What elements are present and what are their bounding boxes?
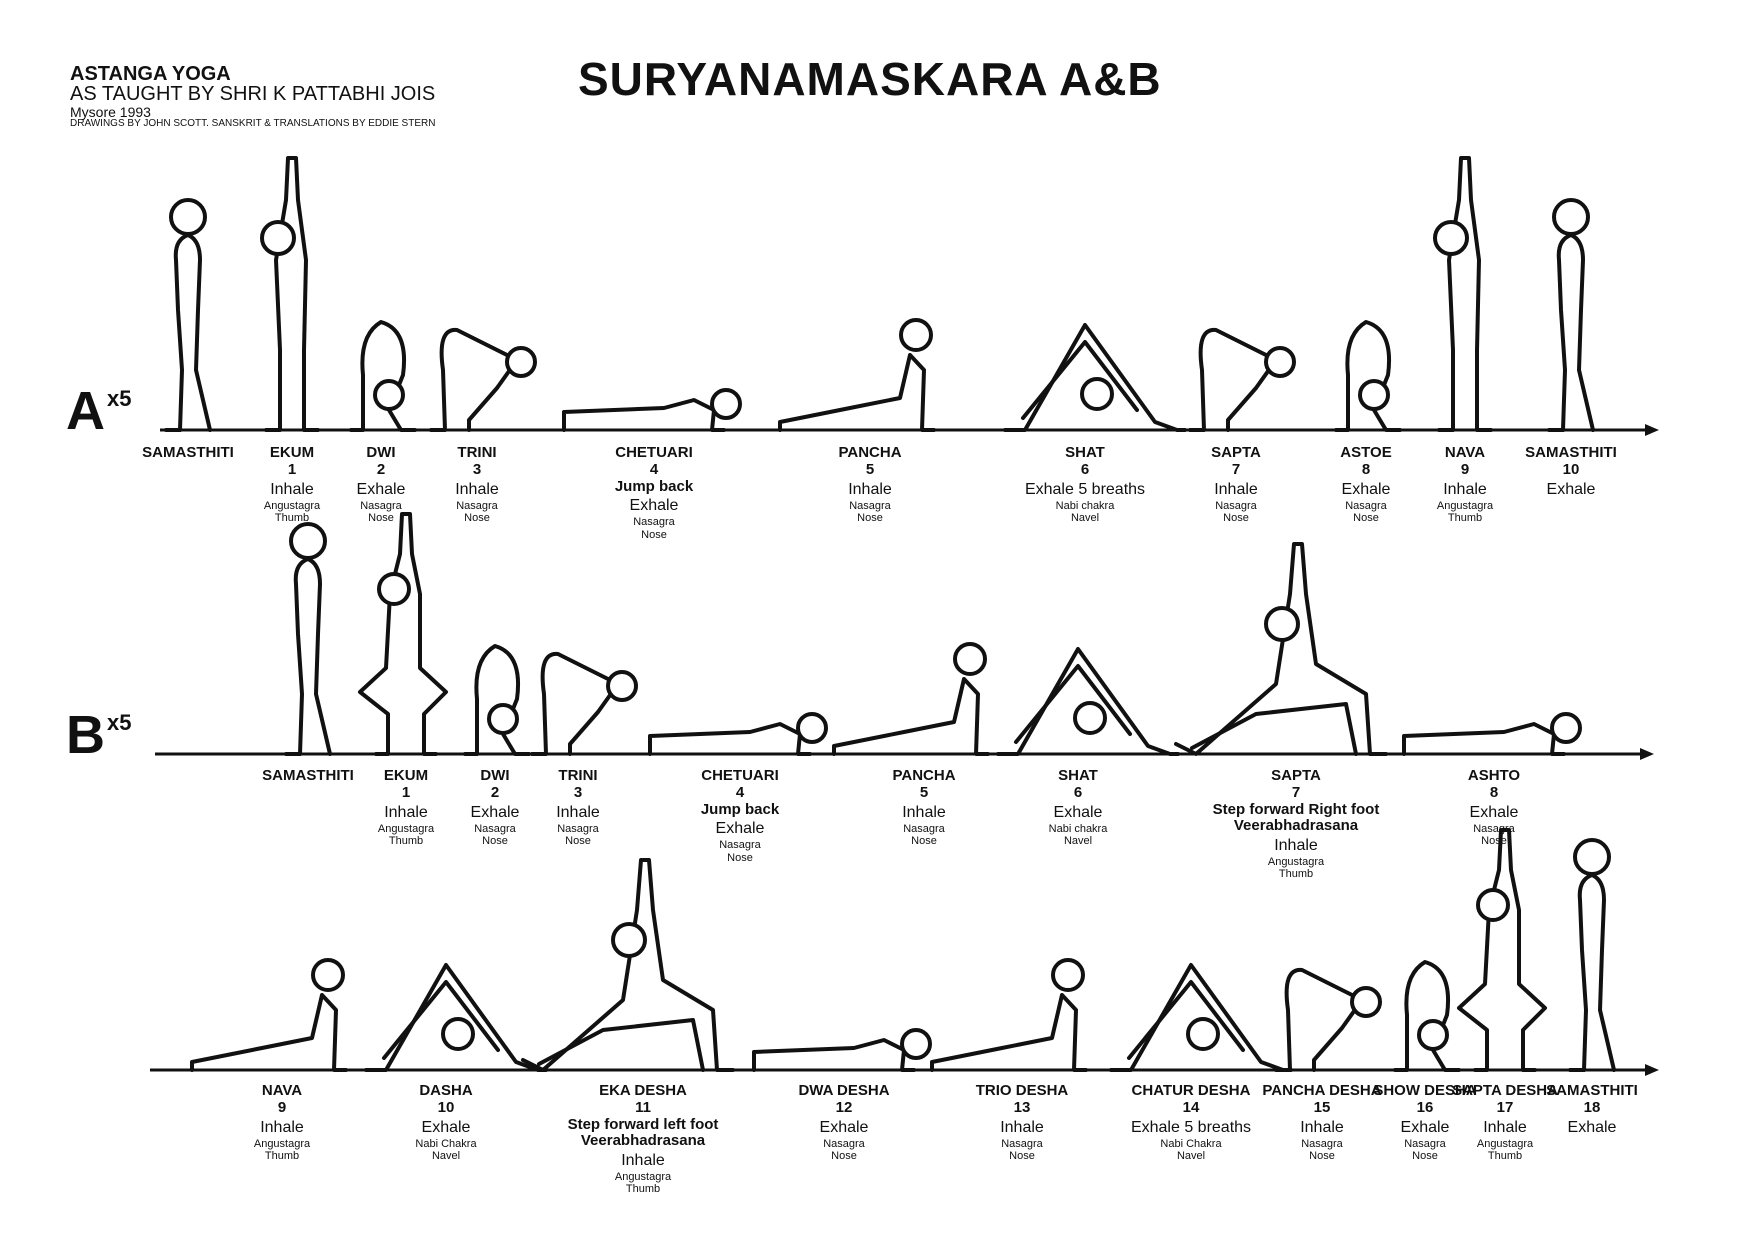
step-count: 4 xyxy=(649,460,659,478)
step-breath: Inhale xyxy=(621,1152,665,1170)
step-name: SHAT xyxy=(1065,444,1105,461)
step-name: ASHTO xyxy=(1467,767,1521,784)
step-name: SAPTA xyxy=(1271,767,1321,784)
step-breath: Exhale xyxy=(1469,803,1519,821)
pose-figure xyxy=(1111,965,1291,1070)
step-gaze-translation: Thumb xyxy=(264,1149,300,1162)
step-count: 3 xyxy=(472,460,482,478)
step-breath: Inhale xyxy=(384,803,428,821)
step-label xyxy=(1492,1083,1692,1137)
step-name: CHETUARI xyxy=(615,444,693,461)
step-breath: Inhale xyxy=(1274,837,1318,855)
step-count: 6 xyxy=(1080,460,1090,478)
step-gaze-translation: Thumb xyxy=(1487,1149,1523,1162)
step-gaze-translation: Nose xyxy=(565,834,591,847)
step-breath: Exhale xyxy=(421,1118,471,1136)
step-gaze: Nasagra xyxy=(1215,499,1257,512)
step-gaze: Nasagra xyxy=(1001,1137,1043,1150)
step-name: PANCHA DESHA xyxy=(1262,1082,1382,1099)
step-gaze-translation: Thumb xyxy=(388,834,424,847)
step-breath: Inhale xyxy=(455,480,499,498)
step-label xyxy=(770,445,970,524)
step-count: 4 xyxy=(735,783,745,801)
pose-figure xyxy=(523,860,733,1070)
step-breath: Exhale 5 breaths xyxy=(1024,480,1146,498)
step-count: 5 xyxy=(919,783,929,801)
pose-figure xyxy=(1176,544,1386,754)
step-breath: Exhale xyxy=(715,820,765,838)
step-name: SAMASTHITI xyxy=(262,767,354,784)
step-count: 7 xyxy=(1231,460,1241,478)
step-gaze-translation: Thumb xyxy=(1278,868,1314,881)
step-count: 9 xyxy=(277,1098,287,1116)
step-name: EKA DESHA xyxy=(599,1082,687,1099)
step-name: DASHA xyxy=(419,1082,473,1099)
step-breath: Exhale xyxy=(1400,1118,1450,1136)
step-label xyxy=(377,445,577,524)
step-breath: Exhale xyxy=(470,803,520,821)
step-name: SHOW DESHA xyxy=(1373,1082,1477,1099)
step-count: 8 xyxy=(1361,460,1371,478)
step-count: 6 xyxy=(1073,783,1083,801)
step-count: 1 xyxy=(401,783,411,801)
step-breath: Inhale xyxy=(260,1118,304,1136)
header-place-year: Mysore 1993 xyxy=(70,104,151,120)
row-b-reps: x5 xyxy=(107,710,132,735)
step-breath: Inhale xyxy=(1443,480,1487,498)
header-credits: DRAWINGS BY JOHN SCOTT. SANSKRIT & TRANSLATIONS BY EDDIE STERN xyxy=(70,118,436,129)
step-breath: Inhale xyxy=(848,480,892,498)
step-name: DWI xyxy=(480,767,510,784)
step-gaze: Nasagra xyxy=(1473,822,1515,835)
step-gaze: Nasagra xyxy=(1345,499,1387,512)
step-gaze: Nasagra xyxy=(456,499,498,512)
step-instruction: Step forward Right foot Veerabhadrasana xyxy=(1212,800,1380,835)
step-name: NAVA xyxy=(261,1082,303,1099)
step-breath: Exhale 5 breaths xyxy=(1130,1118,1252,1136)
pose-figure xyxy=(351,322,415,430)
step-name: PANCHA xyxy=(892,767,956,784)
step-gaze-translation: Nose xyxy=(857,511,883,524)
step-breath: Inhale xyxy=(1483,1118,1527,1136)
step-gaze: Nasagra xyxy=(1404,1137,1446,1150)
step-name: DWA DESHA xyxy=(798,1082,890,1099)
step-count: 7 xyxy=(1291,783,1301,801)
step-name: CHETUARI xyxy=(701,767,779,784)
pose-figure xyxy=(465,646,529,754)
step-gaze: Nasagra xyxy=(849,499,891,512)
step-gaze-translation: Nose xyxy=(1223,511,1249,524)
sequence-arrow-icon xyxy=(1645,424,1659,436)
pose-figure xyxy=(1459,830,1545,1070)
pose-figure xyxy=(1276,970,1380,1070)
pose-figure xyxy=(1395,962,1459,1070)
step-count: 18 xyxy=(1583,1098,1601,1116)
step-gaze-translation: Nose xyxy=(727,851,753,864)
step-count: 16 xyxy=(1416,1098,1434,1116)
step-gaze-translation: Nose xyxy=(1353,511,1379,524)
step-count: 10 xyxy=(437,1098,455,1116)
step-name: SAMASTHITI xyxy=(1546,1082,1638,1099)
step-count: 15 xyxy=(1313,1098,1331,1116)
step-count: 2 xyxy=(490,783,500,801)
step-label xyxy=(554,445,754,541)
step-breath: Exhale xyxy=(1567,1118,1617,1136)
step-gaze: Nasagra xyxy=(719,839,761,852)
step-gaze-translation: Nose xyxy=(1309,1149,1335,1162)
step-count: 11 xyxy=(635,1098,651,1116)
step-gaze: Nasagra xyxy=(474,822,516,835)
pose-figure xyxy=(1435,158,1491,430)
step-count: 12 xyxy=(835,1098,853,1116)
step-gaze: Angustagra xyxy=(614,1171,672,1184)
step-breath: Inhale xyxy=(1214,480,1258,498)
step-name: EKUM xyxy=(383,767,429,784)
step-breath: Exhale xyxy=(1341,480,1391,498)
step-name: SAPTA xyxy=(1211,444,1261,461)
step-label xyxy=(978,768,1178,847)
step-gaze-translation: Thumb xyxy=(274,511,310,524)
step-count: 2 xyxy=(376,460,386,478)
pose-figure xyxy=(754,1030,930,1070)
step-gaze: Angustagra xyxy=(253,1137,311,1150)
step-count: 5 xyxy=(865,460,875,478)
step-count: 13 xyxy=(1013,1098,1031,1116)
step-gaze: Nabi Chakra xyxy=(1160,1137,1222,1150)
step-gaze-translation: Nose xyxy=(1481,834,1507,847)
pose-figure xyxy=(780,320,934,430)
step-gaze-translation: Nose xyxy=(464,511,490,524)
step-count: 8 xyxy=(1489,783,1499,801)
step-instruction: Jump back xyxy=(614,477,694,495)
step-breath: Inhale xyxy=(902,803,946,821)
step-name: SAMASTHITI xyxy=(1525,444,1617,461)
step-label xyxy=(744,1083,944,1162)
step-label xyxy=(1196,768,1396,881)
pose-figure xyxy=(564,390,740,430)
step-gaze: Nasagra xyxy=(823,1137,865,1150)
step-name: SHAT xyxy=(1058,767,1098,784)
pose-figure xyxy=(1549,200,1593,430)
step-gaze: Nasagra xyxy=(633,516,675,529)
step-name: TRINI xyxy=(457,444,497,461)
page-title: SURYANAMASKARA A&B xyxy=(578,53,1162,105)
step-breath: Exhale xyxy=(819,1118,869,1136)
step-breath: Exhale xyxy=(629,497,679,515)
header-teacher: AS TAUGHT BY SHRI K PATTABHI JOIS xyxy=(70,83,436,105)
step-name: CHATUR DESHA xyxy=(1131,1082,1251,1099)
step-label xyxy=(543,1083,743,1196)
step-breath: Inhale xyxy=(556,803,600,821)
step-breath: Inhale xyxy=(1000,1118,1044,1136)
step-count: 10 xyxy=(1562,460,1580,478)
step-breath: Exhale xyxy=(1053,803,1103,821)
step-instruction: Jump back xyxy=(700,800,780,818)
pose-figure xyxy=(1190,330,1294,430)
pose-figure xyxy=(1570,840,1614,1070)
pose-figure xyxy=(192,960,346,1070)
step-gaze: Nasagra xyxy=(1301,1137,1343,1150)
step-gaze-translation: Nose xyxy=(831,1149,857,1162)
step-label xyxy=(640,768,840,864)
step-gaze-translation: Nose xyxy=(368,511,394,524)
step-name: DWI xyxy=(366,444,396,461)
row-b-letter: B xyxy=(66,705,105,765)
header-style: ASTANGA YOGA xyxy=(70,63,231,85)
pose-figure xyxy=(1005,325,1185,430)
step-name: EKUM xyxy=(269,444,315,461)
step-gaze: Nasagra xyxy=(903,822,945,835)
pose-figure xyxy=(834,644,988,754)
row-a-reps: x5 xyxy=(107,386,132,411)
pose-figure xyxy=(532,654,636,754)
step-gaze-translation: Nose xyxy=(641,528,667,541)
step-name: SAMASTHITI xyxy=(142,444,234,461)
step-count: 3 xyxy=(573,783,583,801)
pose-figure xyxy=(932,960,1086,1070)
pose-figure xyxy=(650,714,826,754)
step-gaze: Nabi Chakra xyxy=(415,1137,477,1150)
step-name: TRINI xyxy=(558,767,598,784)
step-gaze: Nasagra xyxy=(360,499,402,512)
sequence-arrow-icon xyxy=(1645,1064,1659,1076)
step-label xyxy=(346,1083,546,1162)
step-gaze: Angustagra xyxy=(263,499,321,512)
pose-figure xyxy=(998,649,1178,754)
step-gaze-translation: Nose xyxy=(1412,1149,1438,1162)
step-gaze-translation: Navel xyxy=(431,1149,461,1162)
step-count: 9 xyxy=(1460,460,1470,478)
pose-figure xyxy=(1404,714,1580,754)
step-breath: Inhale xyxy=(1300,1118,1344,1136)
pose-figure xyxy=(360,514,446,754)
sequence-arrow-icon xyxy=(1640,748,1654,760)
step-gaze-translation: Nose xyxy=(482,834,508,847)
step-gaze-translation: Thumb xyxy=(1447,511,1483,524)
step-gaze: Angustagra xyxy=(1267,856,1325,869)
pose-figure xyxy=(262,158,318,430)
row-a-letter: A xyxy=(66,381,105,441)
step-gaze-translation: Thumb xyxy=(625,1183,661,1196)
step-count: 17 xyxy=(1496,1098,1514,1116)
step-gaze: Angustagra xyxy=(1436,499,1494,512)
step-name: SAPTA DESHA xyxy=(1452,1082,1558,1099)
step-gaze: Nasagra xyxy=(557,822,599,835)
pose-figure xyxy=(286,524,330,754)
pose-figure xyxy=(366,965,546,1070)
step-gaze: Angustagra xyxy=(1476,1137,1534,1150)
step-label xyxy=(1471,445,1671,499)
step-name: NAVA xyxy=(1444,444,1486,461)
step-gaze: Nabi chakra xyxy=(1048,822,1108,835)
step-gaze-translation: Navel xyxy=(1176,1149,1206,1162)
step-breath: Inhale xyxy=(270,480,314,498)
step-count: 14 xyxy=(1182,1098,1200,1116)
step-instruction: Step forward left foot Veerabhadrasana xyxy=(567,1115,719,1150)
step-count: 1 xyxy=(287,460,297,478)
step-gaze-translation: Navel xyxy=(1070,511,1100,524)
step-breath: Exhale xyxy=(1546,480,1596,498)
step-breath: Exhale xyxy=(356,480,406,498)
step-gaze: Angustagra xyxy=(377,822,435,835)
step-name: PANCHA xyxy=(838,444,902,461)
step-name: TRIO DESHA xyxy=(975,1082,1069,1099)
step-name: ASTOE xyxy=(1340,444,1392,461)
pose-figure xyxy=(1336,322,1400,430)
step-gaze-translation: Navel xyxy=(1063,834,1093,847)
step-gaze: Nabi chakra xyxy=(1055,499,1115,512)
step-gaze-translation: Nose xyxy=(1009,1149,1035,1162)
pose-figure xyxy=(431,330,535,430)
pose-figure xyxy=(166,200,210,430)
step-label xyxy=(1394,768,1594,847)
step-gaze-translation: Nose xyxy=(911,834,937,847)
